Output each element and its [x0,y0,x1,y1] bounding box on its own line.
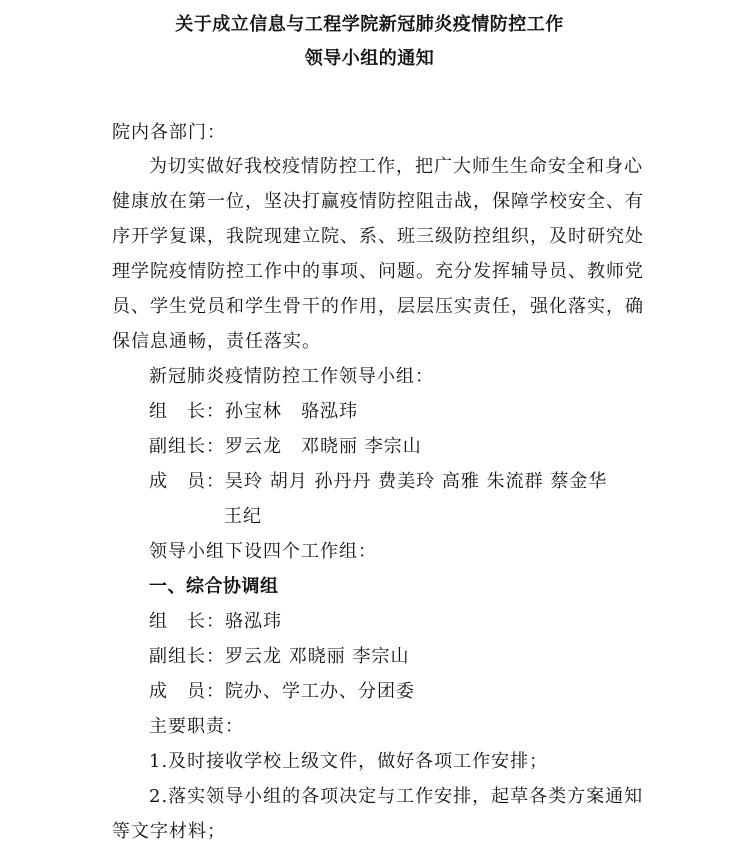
section-1-duty-1: 1.及时接收学校上级文件，做好各项工作安排； [149,751,549,772]
leadership-group-members-continued: 王纪 [224,506,262,527]
leadership-group-deputy: 副组长：罗云龙 邓晓丽 李宗山 [149,436,422,457]
body-line-6: 保信息通畅，责任落实。 [112,331,321,352]
leadership-group-members: 成 员：吴玲 胡月 孙丹丹 费美玲 高雅 朱流群 蔡金华 [149,471,608,492]
title-line-1: 关于成立信息与工程学院新冠肺炎疫情防控工作 [175,14,564,35]
section-1-heading: 一、综合协调组 [149,576,279,597]
body-line-2: 健康放在第一位，坚决打赢疫情防控阻击战，保障学校安全、有 [112,191,644,212]
title-line-2: 领导小组的通知 [304,48,435,69]
section-1-members: 成 员：院办、学工办、分团委 [149,681,415,702]
body-line-3: 序开学复课，我院现建立院、系、班三级防控组织，及时研究处 [112,226,644,247]
body-line-5: 员、学生党员和学生骨干的作用，层层压实责任，强化落实，确 [112,296,644,317]
salutation: 院内各部门： [112,122,226,143]
body-line-1: 为切实做好我校疫情防控工作，把广大师生生命安全和身心 [149,156,643,177]
section-1-deputy: 副组长：罗云龙 邓晓丽 李宗山 [149,646,410,667]
body-line-4: 理学院疫情防控工作中的事项、问题。充分发挥辅导员、教师党 [112,261,644,282]
leadership-group-leader: 组 长：孙宝林 骆泓玮 [149,401,358,422]
leadership-group-heading: 新冠肺炎疫情防控工作领导小组： [149,366,434,387]
section-1-duty-2-line-1: 2.落实领导小组的各项决定与工作安排，起草各类方案通知 [149,786,644,807]
section-1-leader: 组 长：骆泓玮 [149,611,282,632]
section-1-duties-label: 主要职责： [149,716,244,737]
subgroups-intro: 领导小组下设四个工作组： [149,541,377,562]
section-1-duty-2-line-2: 等文字材料； [112,821,226,842]
